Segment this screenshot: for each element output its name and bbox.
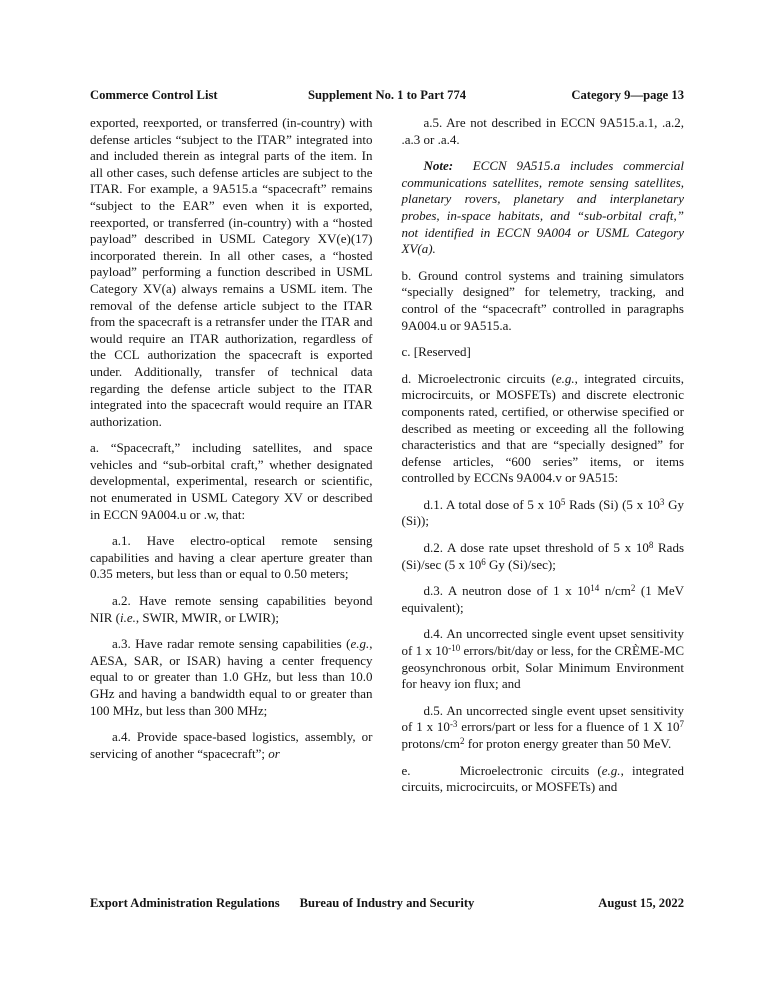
paragraph-d5: d.5. An uncorrected single event upset sensitivity of 1 x $10^{-3}$ errors/part or less for a fluence of 1 X $10^7$ protons/$cm^2$ for proton energy greater than 50 MeV. [401, 702, 684, 751]
paragraph-b: b. Ground control systems and training simulators “specially designed” for telemetry, tracking, and control of the “spacecraft” controlled in paragraphs 9A004.u or 9A515.a. [401, 267, 684, 333]
page-footer [90, 896, 684, 911]
paragraph-a4: a.4. Provide space-based logistics, assembly, or servicing of another “spacecraft”; or [90, 729, 373, 761]
paragraph-e: e. Microelectronic circuits (e.g., integrated circuits, microcircuits, or MOSFETs) and [401, 762, 684, 795]
left-column [90, 115, 373, 796]
paragraph-a2: a.2. Have remote sensing capabilities beyond NIR (i.e., SWIR, MWIR, or LWIR); [90, 593, 373, 625]
right-column [402, 115, 685, 796]
paragraph-d2: d.2. A dose rate upset threshold of 5 x $10^8$ Rads (Si)/sec (5 x $10^6$ Gy (Si)/sec); [401, 540, 685, 572]
paragraph-continuation: exported, reexported, or transferred (in-country) with defense articles “subject to the ITAR” integrated into and included therein as integral parts of the item. In all other cases, such defense articles are subject to the ITAR. For example, a 9A515.a “spacecraft” remains “subject to the EAR” even when it is exported, reexported, or transferred (in-country) with a “hosted payload” described in USML Category XV(e)(17) incorporated therein. In all other cases, a “hosted payload” performing a function described in USML Category XV(a) always remains a USML item. The removal of the defense article subject to the ITAR from the spacecraft is a retransfer under the ITAR and would require an ITAR authorization, regardless of the CCL authorization the spacecraft is exported under. Additionally, transfer of technical data regarding the defense article subject to the ITAR integrated into the spacecraft would require an ITAR authorization. [90, 115, 373, 429]
paragraph-a3: a.3. Have radar remote sensing capabilities (e.g., AESA, SAR, or ISAR) having a center frequency equal to or greater than 1.0 GHz, but less than 10.0 GHz and having a bandwidth equal to or greater than 100 MHz, but less than 300 MHz; [90, 636, 373, 718]
paragraph-d: d. Microelectronic circuits (e.g., integrated circuits, microcircuits, or MOSFETs) and discrete electronic components rated, certified, or otherwise specified or described as meeting or exceeding all the following characteristics and that are “specially designed” for defense articles, “600 series” items, or items controlled by ECCNs 9A004.v or 9A515: [401, 370, 684, 486]
body-columns [90, 115, 684, 796]
paragraph-d1: d.1. A total dose of 5 x $10^5$ Rads (Si) (5 x $10^3$ Gy (Si)); [401, 496, 684, 529]
footer-bureau: Bureau of Industry and Security [299, 896, 475, 910]
paragraph-a5: a.5. Are not described in ECCN 9A515.a.1, .a.2, .a.3 or .a.4. [401, 115, 684, 147]
page-header [90, 88, 684, 103]
paragraph-d4: d.4. An uncorrected single event upset sensitivity of 1 x $10^{-10}$ errors/bit/day or less, for the CRÈME-MC geosynchronous orbit, Solar Minimum Environment for heavy ion flux; and [401, 626, 684, 692]
paragraph-a1: a.1. Have electro-optical remote sensing capabilities and having a clear aperture greater than 0.35 meters, but less than or equal to 0.50 meters; [90, 533, 373, 582]
paragraph-d3: d.3. A neutron dose of 1 x $10^{14}$ $n/cm^2$ (1 MeV equivalent); [401, 583, 684, 615]
footer-date: August 15, 2022 [598, 896, 684, 910]
header-category-page: Category 9—page 13 [571, 88, 684, 102]
paragraph-note: Note: ECCN 9A515.a includes commercial communications satellites, remote sensing satellites, planetary rovers, planetary and interplanetary probes, in-space habitats, and “sub-orbital craft,” not identified in ECCN 9A004 or USML Category XV(a). [401, 158, 684, 257]
header-document-title: Commerce Control List [90, 88, 218, 102]
header-supplement: Supplement No. 1 to Part 774 [307, 88, 467, 102]
paragraph-c: c. [Reserved] [401, 344, 471, 360]
footer-regulations: Export Administration Regulations [90, 896, 280, 910]
paragraph-a: a. “Spacecraft,” including satellites, and space vehicles and “sub-orbital craft,” whether designated developmental, experimental, research or scientific, not enumerated in USML Category XV or described in ECCN 9A004.u or .w, that: [90, 440, 373, 522]
